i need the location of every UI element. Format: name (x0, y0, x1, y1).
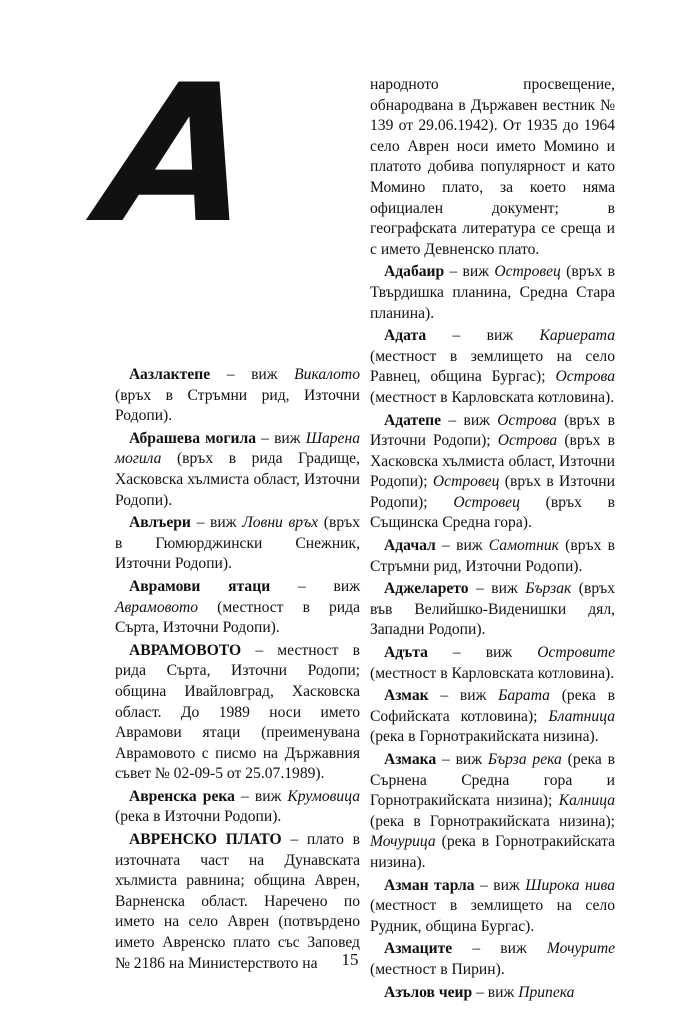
entry-reference: Шарена могила (115, 429, 360, 468)
section-letter: А (93, 44, 258, 265)
entry-headword: Азълов чеир (384, 983, 473, 1001)
dictionary-entry (115, 577, 360, 639)
entry-headword: Аджеларето (384, 580, 469, 598)
entry-text: – виж (426, 327, 540, 345)
entry-headword: Азмак (384, 687, 429, 705)
dictionary-entry (370, 750, 615, 874)
entry-text: (местност в Карловската котловина). (370, 664, 615, 682)
entry-text: (местност в Пирин). (370, 960, 505, 978)
entry-reference: Мочурите (546, 940, 615, 958)
entry-text: (връх в Източни Родопи); (370, 411, 615, 450)
entry-reference: Острова (497, 432, 558, 450)
dictionary-entry (370, 536, 615, 577)
entry-text: (местност в рида Сърта, Източни Родопи). (115, 598, 360, 637)
entry-text: (река в Горнотракийската низина). (370, 728, 599, 746)
entry-reference: Барата (498, 687, 550, 705)
entry-text: – виж (435, 537, 489, 555)
entry-text: (връх в Гюмюрджински Снежник, Източни Родопи). (115, 514, 360, 573)
dictionary-entry (370, 579, 615, 641)
entry-reference: Островец (453, 493, 520, 511)
dictionary-entry (370, 686, 615, 748)
entry-text: – местност в рида Сърта, Източни Родопи; община Ивайловград, Хасковска област. До 1989 носи името Аврамови ятаци (преименувана Аврамовото с писмо на Държавния съвет № 02-09-5 от 25.07.1989). (115, 641, 360, 783)
entry-text: – виж (441, 411, 498, 429)
entry-reference: Кариерата (539, 327, 615, 345)
dictionary-entry (370, 876, 615, 938)
entry-headword: Авренска река (129, 787, 235, 805)
entry-text: (река в Сърнена Средна гора и Горнотракийската низина); (370, 751, 615, 810)
entry-headword: Адатепе (384, 411, 442, 429)
dictionary-entry (370, 411, 615, 535)
entry-headword: Азмака (384, 751, 437, 768)
entry-text: (връх в Източни Родопи); (370, 473, 615, 511)
entry-text: – виж (472, 983, 519, 1001)
entry-text: – виж (452, 940, 547, 958)
entry-reference: Калница (558, 792, 615, 810)
dictionary-entry (115, 513, 360, 575)
dictionary-entry (370, 643, 615, 684)
entry-text: (местност в землището на село Рудник, община Бургас). (370, 897, 615, 935)
entry-text: (река в Софийската котловина); (370, 687, 615, 725)
entry-reference: Викалото (294, 366, 360, 383)
dictionary-entry (115, 365, 360, 427)
dictionary-entry (115, 787, 360, 828)
entry-headword: Авлъери (129, 514, 191, 532)
dictionary-entry (370, 983, 615, 1004)
entry-text: – виж (474, 876, 526, 894)
entry-headword: Адачал (384, 537, 436, 555)
entry-reference: Острова (555, 368, 615, 386)
page-number: 15 (341, 950, 359, 969)
entry-headword: Адъта (384, 644, 428, 662)
entry-text: (местност в Карловската котловина). (370, 388, 615, 406)
entry-text: народното просвещение, обнародвана в Държавен вестник № 139 от 29.06.1942). От 1935 до 1964 село Аврен носи името Момино и платото добива популярност и като Момино плато, за което няма официален документ; в географската литература се среща и с името Девненско плато. (370, 76, 615, 258)
entry-text: (връх в Твърдишка планина, Средна Стара планина). (370, 263, 615, 322)
entry-text: – виж (428, 687, 499, 705)
entry-reference: Островите (537, 644, 615, 662)
entry-text: – виж (436, 751, 488, 768)
entry-text: – виж (210, 366, 295, 383)
entry-text: – виж (270, 577, 360, 595)
dictionary-entry (370, 262, 615, 324)
entry-text: – виж (234, 787, 288, 805)
entry-headword: АВРАМОВОТО (129, 641, 242, 659)
entry-text: (река в Горнотракийската низина). (370, 833, 615, 871)
entry-reference: Бързак (525, 580, 572, 598)
entry-reference: Припека (518, 983, 575, 1001)
entry-headword: Адата (384, 327, 427, 345)
entry-reference: Бърза река (487, 751, 562, 768)
entry-text: – виж (444, 263, 495, 281)
right-column (370, 75, 615, 1005)
entry-text: (река в Източни Родопи). (115, 808, 282, 826)
entry-headword: Азман тарла (384, 876, 475, 894)
left-column (115, 365, 360, 976)
entry-reference: Островец (494, 263, 561, 281)
entry-reference: Острова (497, 411, 557, 429)
dictionary-entry (115, 641, 360, 785)
entry-headword: Абрашева могила (129, 429, 256, 447)
entry-headword: Аврамови ятаци (129, 577, 271, 595)
entry-headword: Адабаир (384, 263, 445, 281)
entry-reference: Мочурица (370, 833, 436, 851)
entry-text: (местност в землището на село Равнец, община Бургас); (370, 347, 615, 386)
entry-text: – виж (256, 429, 306, 447)
entry-reference: Островец (432, 473, 500, 491)
entry-reference: Самотник (488, 537, 559, 555)
entry-text: – виж (427, 644, 538, 662)
entry-headword: АВРЕНСКО ПЛАТО (129, 831, 282, 849)
entry-text: (връх в Стръмни рид, Източни Родопи). (115, 386, 360, 425)
entry-headword: Азмаците (384, 940, 453, 958)
entry-headword: Аазлактепе (129, 366, 211, 383)
entry-reference: Ловни връх (242, 514, 319, 532)
entry-text: (връх в рида Градище, Хасковска хълмиста област, Източни Родопи). (115, 450, 360, 509)
entry-reference: Блатница (548, 707, 615, 725)
entry-text: (връх в Хасковска хълмиста област, Източни Родопи); (370, 432, 615, 491)
entry-text: (връх в Същинска Средна гора). (370, 493, 616, 532)
entry-reference: Широка нива (525, 876, 616, 894)
entry-text: – виж (468, 580, 526, 598)
entry-reference: Аврамовото (115, 598, 199, 616)
entry-text: (река в Горнотракийската низина); (370, 812, 615, 830)
dictionary-entry (370, 75, 615, 260)
entry-text: (връх във Велийшко-Виденишки дял, Западни Родопи). (370, 580, 615, 639)
dictionary-entry (370, 326, 615, 408)
entry-reference: Крумовица (287, 787, 360, 805)
entry-text: – плато в източната част на Дунавската хълмиста равнина; община Аврен, Варненска област. Наречено по името на село Аврен (потвърдено името Авренско плато със Заповед № 2186 на Министерството на (115, 831, 361, 972)
entry-text: – виж (190, 514, 243, 532)
entry-text: (връх в Стръмни рид, Източни Родопи). (370, 537, 615, 575)
dictionary-entry (115, 429, 360, 511)
